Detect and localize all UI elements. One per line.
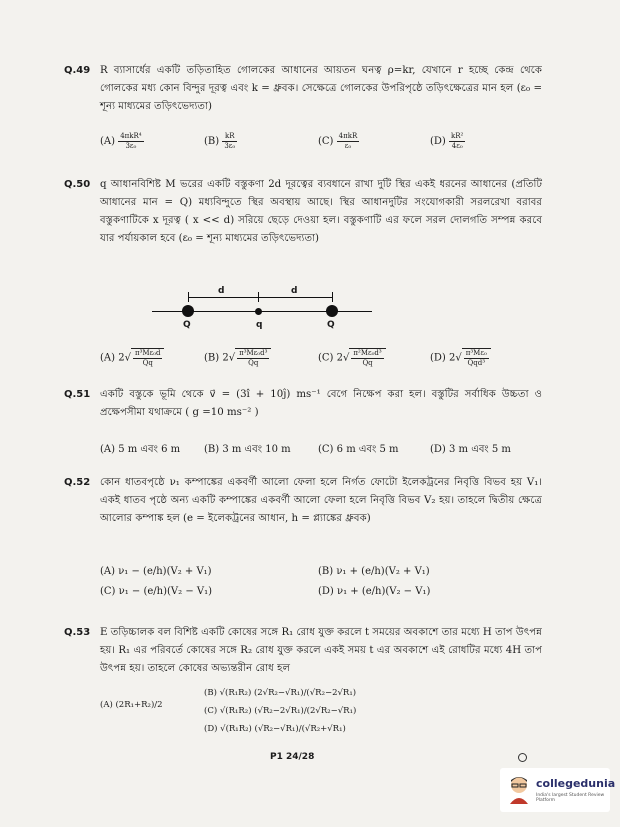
tick-middle bbox=[258, 292, 259, 302]
option-d[interactable]: (D) ν₁ + (e/h)(V₂ − V₁) bbox=[318, 586, 431, 597]
question-53 bbox=[64, 624, 542, 678]
option-d[interactable]: (D) 2√ $\frac{\text{π³Mε₀}}{\text{Qqd³}}$ bbox=[430, 348, 491, 368]
option-d[interactable]: (D) $\frac{\text{kR²}}{\text{4ε₀}}$ bbox=[430, 132, 464, 150]
charge-middle-dot bbox=[255, 308, 262, 315]
collegedunia-logo bbox=[500, 768, 616, 812]
question-number: Q.49 bbox=[64, 65, 91, 76]
question-number: Q.51 bbox=[64, 389, 91, 400]
option-d[interactable]: (D) √(R₁R₂) (√R₂−√R₁)/(√R₂+√R₁) bbox=[204, 724, 346, 734]
charge-label-right: Q bbox=[327, 320, 335, 330]
question-text: R ব্যাসার্ধের একটি তড়িতাহিত গোলকের আধানের আয়তন ঘনত্ব ρ=kr, যেখানে r হচ্ছে কেন্দ্র থেকে গোলকের মধ্য কোন বিন্দুর দূরত্ব এবং k = ধ্রুবক। সেক্ষেত্রে গোলকের উপরিপৃষ্ঠে তড়িৎক্ষেত্রের মান হল (ε₀ = শূন্য মাধ্যমের তড়িৎভেদ্যতা) bbox=[100, 65, 542, 112]
page-number: P1 24/28 bbox=[270, 752, 315, 762]
distance-label-left: d bbox=[218, 286, 225, 296]
question-number: Q.52 bbox=[64, 477, 91, 488]
option-b[interactable]: (B) 3 m এবং 10 m bbox=[204, 444, 291, 455]
option-a[interactable]: (A) $\frac{\text{4πkR⁴}}{\text{3ε₀}}$ bbox=[100, 132, 142, 150]
option-a[interactable]: (A) ν₁ − (e/h)(V₂ + V₁) bbox=[100, 566, 212, 577]
question-50 bbox=[64, 176, 542, 248]
option-c[interactable]: (C) $\frac{\text{4πkR}}{\text{ε₀}}$ bbox=[318, 132, 358, 150]
question-49 bbox=[64, 62, 542, 116]
question-52 bbox=[64, 474, 542, 528]
option-c[interactable]: (C) √(R₁R₂) (√R₂−2√R₁)/(2√R₂−√R₁) bbox=[204, 706, 357, 716]
distance-arrow-left bbox=[188, 297, 258, 298]
option-b[interactable]: (B) 2√ $\frac{\text{π³Mε₀d³}}{Qq}$ bbox=[204, 348, 271, 368]
charge-label-left: Q bbox=[183, 320, 191, 330]
tick-left bbox=[188, 292, 189, 302]
option-c[interactable]: (C) 2√ $\frac{\text{π²Mε₀d³}}{Qq}$ bbox=[318, 348, 386, 368]
question-number: Q.50 bbox=[64, 179, 91, 190]
option-b[interactable]: (B) √(R₁R₂) (2√R₂−√R₁)/(√R₂−2√R₁) bbox=[204, 688, 357, 698]
distance-label-right: d bbox=[291, 286, 298, 296]
student-avatar-icon bbox=[506, 774, 532, 804]
question-text: কোন ধাতবপৃষ্ঠে ν₁ কম্পাঙ্কের একবর্ণী আলো ফেলা হলে নির্গত ফোটো ইলেকট্রনের নিবৃত্তি বিভব হয় V₁। একই ধাতব পৃষ্ঠে অন্য একটি কম্পাঙ্কের একবর্ণী আলো ফেলা হলে নিবৃত্তি বিভব V₂ হয়। তাহলে দ্বিতীয় ক্ষেত্রে আলোর কম্পাঙ্ক হল (e = ইলেকট্রনের আধান, h = প্ল্যাঙ্কের ধ্রুবক) bbox=[100, 477, 542, 524]
logo-title: collegedunia bbox=[536, 777, 616, 790]
question-text: E তড়িচ্চালক বল বিশিষ্ট একটি কোষের সঙ্গে R₁ রোধ যুক্ত করলে t সময়ের অবকাশে তার মধ্যে H তাপ উৎপন্ন হয়। R₁ এর পরিবর্তে কোষের সঙ্গে R₂ রোধ যুক্ত করলে একই সময় t এর অবকাশে এই রোধটির মধ্যে 4H তাপ উৎপন্ন হয়। তাহলে কোষের অভ্যন্তরীন রোধ হল bbox=[100, 627, 542, 674]
logo-subtitle: India's largest Student Review Platform bbox=[536, 793, 605, 803]
question-text: q আধানবিশিষ্ট M ভরের একটি বস্তুকণা 2d দূরত্বের ব্যবধানে রাখা দুটি স্থির একই ধরনের আধানের (প্রতিটি আধানের মান = Q) মধ্যবিন্দুতে স্থির অবস্থায় আছে। স্থির আধানদুটির সংযোগকারী সরলরেখা বরাবর বস্তুকণাটিকে x দূরত্ব ( x << d) সরিয়ে ছেড়ে দেওয়া হল। বস্তুকণাটি এর ফলে সরল দোলগতি সম্পন্ন করবে যার পর্যায়কাল হবে (ε₀ = শূন্য মাধ্যমের তড়িৎভেদ্যতা) bbox=[100, 179, 542, 244]
option-a[interactable]: (A) 2√ $\frac{\text{π³Mε₀d}}{Qq}$ bbox=[100, 348, 164, 368]
charge-label-middle: q bbox=[256, 320, 263, 330]
question-number: Q.53 bbox=[64, 627, 91, 638]
option-c[interactable]: (C) ν₁ − (e/h)(V₂ − V₁) bbox=[100, 586, 213, 597]
tick-right bbox=[332, 292, 333, 302]
question-text: একটি বস্তুকে ভূমি থেকে v⃗ = (3î + 10ĵ) ms⁻¹ বেগে নিক্ষেপ করা হল। বস্তুটির সর্বাধিক উচ্চতা ও প্রক্ষেপসীমা যথাক্রমে ( g =10 ms⁻² ) bbox=[100, 389, 542, 418]
question-51 bbox=[64, 386, 542, 422]
charge-left-dot bbox=[182, 305, 194, 317]
charge-right-dot bbox=[326, 305, 338, 317]
option-d[interactable]: (D) 3 m এবং 5 m bbox=[430, 444, 511, 455]
option-b[interactable]: (B) ν₁ + (e/h)(V₂ + V₁) bbox=[318, 566, 430, 577]
option-a[interactable]: (A) 5 m এবং 6 m bbox=[100, 444, 181, 455]
distance-arrow-right bbox=[258, 297, 332, 298]
circle-mark-icon bbox=[518, 753, 527, 762]
option-c[interactable]: (C) 6 m এবং 5 m bbox=[318, 444, 399, 455]
option-a[interactable]: (A) (2R₁+R₂)/2 bbox=[100, 700, 163, 710]
option-b[interactable]: (B) $\frac{kR}{\text{3ε₀}}$ bbox=[204, 132, 236, 150]
